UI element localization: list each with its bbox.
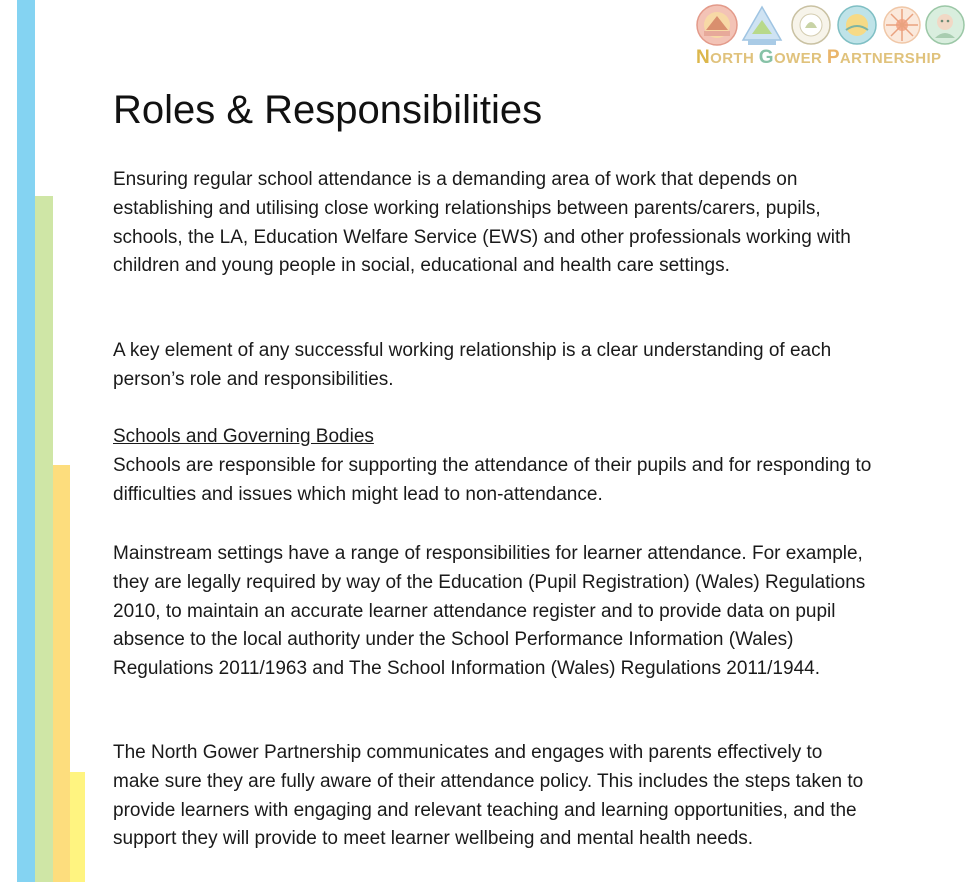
brand-word-partnership: ARTNERSHIP — [839, 50, 942, 67]
school-logo-1 — [696, 4, 738, 46]
school-logo-4 — [836, 4, 878, 46]
mainstream-paragraph: Mainstream settings have a range of responsibilities for learner attendance. For example, they are legally required by way of the Education (Pupil Registration) (Wales) Regulations 2010, to maintain an accurate learner attendance register and to provide data on pupil absence to the local authority under the School Performance Information (Wales) Regulations 2011/1963 and The School Information (Wales) Regulations 2011/1944. — [113, 543, 866, 680]
decorative-stripe-green — [35, 196, 53, 882]
partnership-brand-name — [696, 47, 968, 69]
section-heading-schools: Schools and Governing Bodies — [113, 426, 374, 447]
school-logo-5 — [882, 4, 922, 46]
intro-paragraph: Ensuring regular school attendance is a demanding area of work that depends on establishing and utilising close working relationships between parents/carers, pupils, schools, the LA, Education Welfare Service (EWS) and other professionals working with children and young people in social, educational and health care settings. — [113, 169, 851, 277]
brand-word-north: ORTH — [710, 50, 759, 67]
schools-section — [113, 423, 873, 509]
page-title: Roles & Responsibilities — [113, 88, 543, 132]
school-logo-2 — [740, 4, 784, 46]
partner-school-logos — [694, 2, 968, 46]
school-logo-3 — [790, 4, 832, 46]
partnership-paragraph: The North Gower Partnership communicates and engages with parents effectively to make sure they are fully aware of their attendance policy. This includes the steps taken to provide learners with engaging and relevant teaching and learning opportunities, and the support they will provide to meet learner wellbeing and mental health needs. — [113, 742, 864, 850]
relationship-paragraph: A key element of any successful working relationship is a clear understanding of each person’s role and responsibilities. — [113, 340, 832, 390]
brand-initial-n: N — [696, 47, 711, 68]
decorative-stripe-blue — [17, 0, 35, 882]
school-logo-6 — [924, 4, 966, 46]
decorative-stripe-orange — [53, 465, 70, 882]
decorative-stripe-yellow — [70, 772, 85, 882]
brand-word-gower: OWER — [773, 50, 827, 67]
schools-paragraph: Schools are responsible for supporting the attendance of their pupils and for responding to difficulties and issues which might lead to non-attendance. — [113, 454, 872, 505]
brand-initial-g: G — [758, 47, 774, 68]
brand-initial-p: P — [826, 47, 840, 68]
